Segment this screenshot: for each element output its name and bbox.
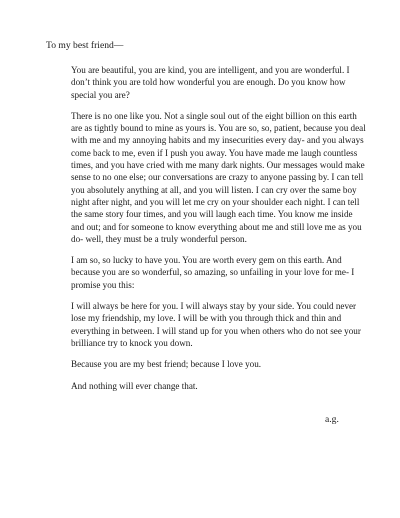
paragraph-promise: I will always be here for you. I will always stay by your side. You could never lose my friendship, my love. I will be with you through thick and thin and everything in between. I will stand up for you when others who do not see your brilliance try to knock you down.: [71, 301, 361, 348]
paragraph-because: Because you are my best friend; because I love you.: [71, 359, 262, 370]
paragraph-no-one-like-you: There is no one like you. Not a single soul out of the eight billion on this earth are as tightly bound to mine as yours is. You are so, so, patient, because you deal with me and my annoying habits and my insecurities every day- and you always come back to me, even if I push you away. You have made me laugh countless times, and you have cried with me many dark nights. Our messages would make sense to no one else; our conversations are crazy to anyone passing by. I can tell you absolutely anything at all, and you will listen. I can cry over the same boy night after night, and you will let me cry on your shoulder each night. I can tell the same story four times, and you will laugh each time. You know me inside and out; and for someone to know everything about me and still love me as you do- well, they must be a truly wonderful person.: [71, 110, 366, 244]
paragraph-lucky: I am so, so lucky to have you. You are worth every gem on this earth. And because you are so wonderful, so amazing, so unfailing in your love for me- I promise you this:: [71, 255, 355, 290]
paragraph-closing: And nothing will ever change that.: [71, 380, 198, 391]
paragraph-opening: You are beautiful, you are kind, you are intelligent, and you are wonderful. I don’t think you are told how wonderful you are enough. Do you know how special you are?: [71, 65, 350, 100]
signature: a.g.: [325, 414, 339, 425]
salutation: To my best friend—: [46, 40, 124, 51]
letter-body: [71, 64, 366, 401]
